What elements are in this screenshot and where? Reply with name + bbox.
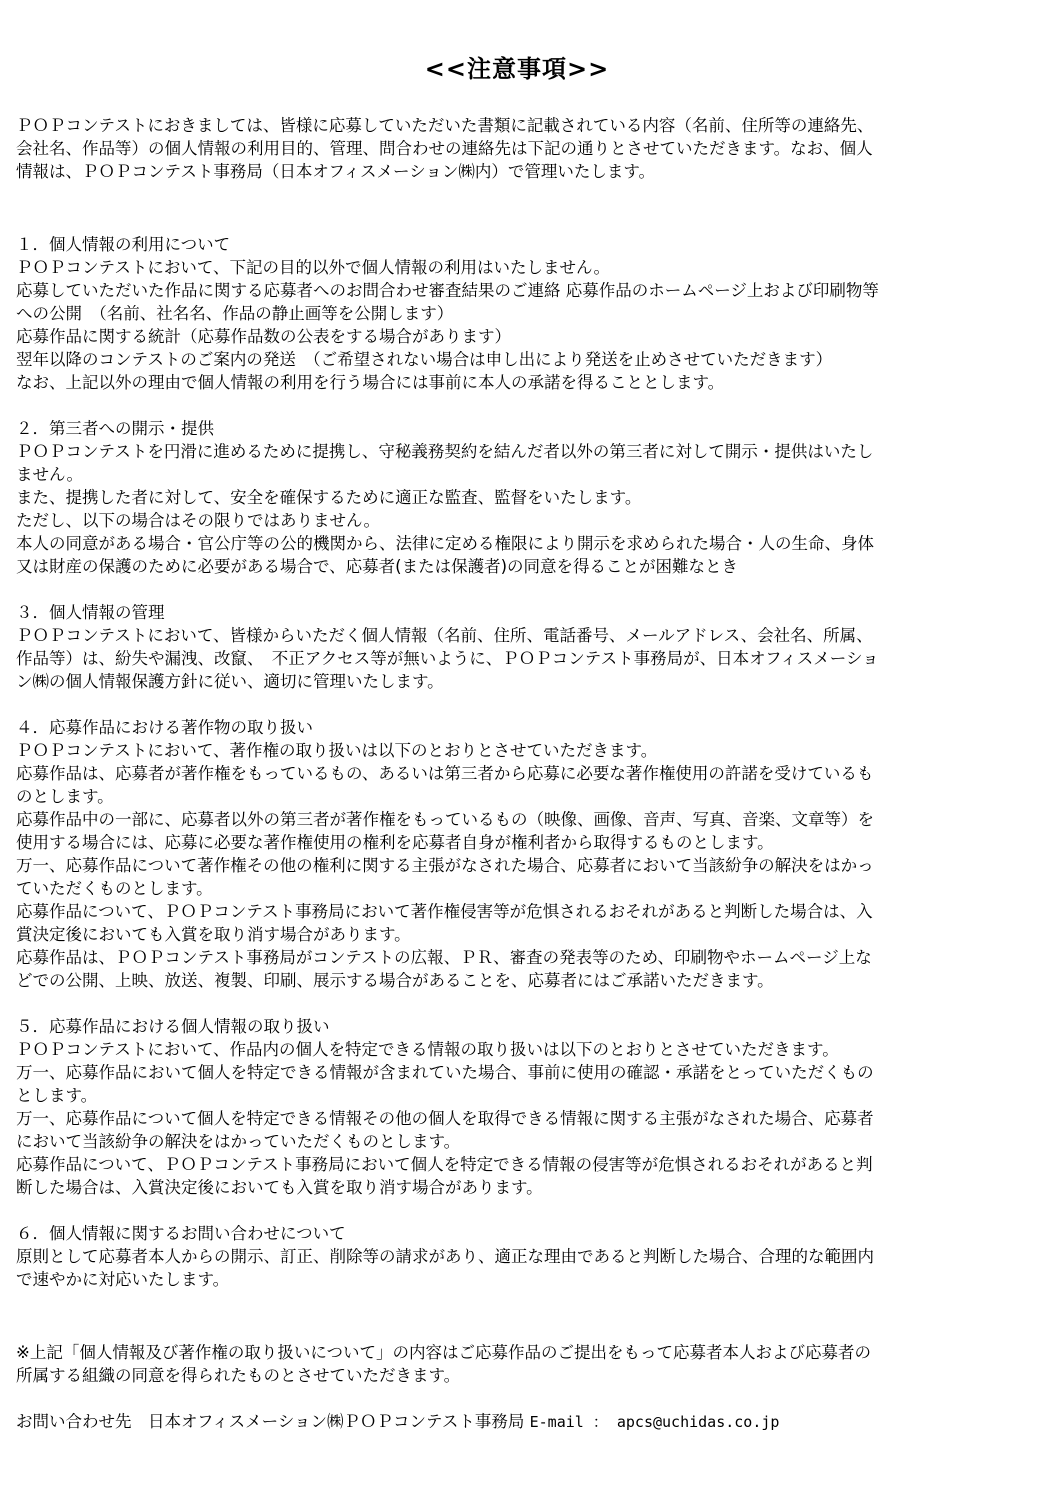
section-line: ていただくものとします。 [16, 879, 213, 898]
section-line: ＰＯＰコンテストにおいて、皆様からいただく個人情報（名前、住所、電話番号、メールアドレス、会社名、所属、 [16, 626, 873, 645]
section-line: 翌年以降のコンテストのご案内の発送 （ご希望されない場合は申し出により発送を止めさせていただきます） [16, 350, 833, 369]
section-line: ＰＯＰコンテストにおいて、下記の目的以外で個人情報の利用はいたしません。 [16, 258, 610, 277]
section-third-party [16, 417, 1018, 578]
section-line: 原則として応募者本人からの開示、訂正、削除等の請求があり、適正な理由であると判断した場合、合理的な範囲内 [16, 1247, 874, 1266]
intro-line: ＰＯＰコンテストにおきましては、皆様に応募していただいた書類に記載されている内容（名前、住所等の連絡先、 [16, 116, 874, 135]
section-line: 作品等）は、紛失や漏洩、改竄、 不正アクセス等が無いように、ＰＯＰコンテスト事務局が、日本オフィスメーショ [16, 649, 879, 668]
section-line: どでの公開、上映、放送、複製、印刷、展示する場合があることを、応募者にはご承諾いただきます。 [16, 971, 774, 990]
contact-email: E-mail ： apcs@uchidas.co.jp [529, 1413, 780, 1431]
section-line: 応募作品に関する統計（応募作品数の公表をする場合があります） [16, 327, 511, 346]
contact-line [16, 1410, 1018, 1434]
section-line: 応募作品中の一部に、応募者以外の第三者が著作権をもっているもの（映像、画像、音声、写真、音楽、文章等）を [16, 810, 874, 829]
intro-line: 情報は、ＰＯＰコンテスト事務局（日本オフィスメーション㈱内）で管理いたします。 [16, 162, 656, 181]
section-personal-info-in-works [16, 1015, 1018, 1199]
contact-label: お問い合わせ先 日本オフィスメーション㈱ＰＯＰコンテスト事務局 [16, 1412, 530, 1431]
section-line: 万一、応募作品について著作権その他の権利に関する主張がなされた場合、応募者において当該紛争の解決をはかっ [16, 856, 874, 875]
section-inquiries [16, 1222, 1018, 1291]
consent-note [16, 1341, 1018, 1387]
section-line: ン㈱の個人情報保護方針に従い、適切に管理いたします。 [16, 672, 444, 691]
section-line: なお、上記以外の理由で個人情報の利用を行う場合には事前に本人の承諾を得ることとします。 [16, 373, 725, 392]
section-line: 又は財産の保護のために必要がある場合で、応募者(または保護者)の同意を得ることが困難なとき [16, 557, 739, 576]
section-line: ＰＯＰコンテストを円滑に進めるために提携し、守秘義務契約を結んだ者以外の第三者に対して開示・提供はいたし [16, 442, 874, 461]
section-line: で速やかに対応いたします。 [16, 1270, 230, 1289]
section-heading: ５．応募作品における個人情報の取り扱い [16, 1017, 330, 1036]
section-line: 使用する場合には、応募に必要な著作権使用の権利を応募者自身が権利者から取得するものとします。 [16, 833, 774, 852]
section-heading: ３．個人情報の管理 [16, 603, 165, 622]
section-line: 賞決定後においても入賞を取り消す場合があります。 [16, 925, 411, 944]
section-line: 応募作品は、ＰＯＰコンテスト事務局がコンテストの広報、ＰＲ、審査の発表等のため、印刷物やホームページ上な [16, 948, 872, 967]
section-management [16, 601, 1018, 693]
section-line: 万一、応募作品について個人を特定できる情報その他の個人を取得できる情報に関する主張がなされた場合、応募者 [16, 1109, 874, 1128]
intro-line: 会社名、作品等）の個人情報の利用目的、管理、問合わせの連絡先は下記の通りとさせていただきます。なお、個人 [16, 139, 873, 158]
section-line: ません。 [16, 465, 83, 484]
note-line: ※上記「個人情報及び著作権の取り扱いについて」の内容はご応募作品のご提出をもって応募者本人および応募者の [16, 1343, 871, 1362]
section-copyright [16, 716, 1018, 992]
page-title: <<注意事項>> [424, 55, 610, 83]
section-line: 応募作品について、ＰＯＰコンテスト事務局において個人を特定できる情報の侵害等が危惧されるおそれがあると判 [16, 1155, 873, 1174]
section-line: 応募していただいた作品に関する応募者へのお問合わせ審査結果のご連絡 応募作品のホームページ上および印刷物等 [16, 281, 879, 300]
note-line: 所属する組織の同意を得られたものとさせていただきます。 [16, 1366, 461, 1385]
section-heading: １．個人情報の利用について [16, 235, 231, 254]
section-line: 断した場合は、入賞決定後においても入賞を取り消す場合があります。 [16, 1178, 543, 1197]
section-heading: ４．応募作品における著作物の取り扱い [16, 718, 313, 737]
intro-paragraph [16, 114, 1018, 183]
section-line: への公開 （名前、社名名、作品の静止画等を公開します） [16, 304, 454, 323]
section-line: とします。 [16, 1086, 98, 1105]
section-line: 万一、応募作品において個人を特定できる情報が含まれていた場合、事前に使用の確認・承諾をとっていただくもの [16, 1063, 874, 1082]
section-line: ＰＯＰコンテストにおいて、作品内の個人を特定できる情報の取り扱いは以下のとおりとさせていただきます。 [16, 1040, 839, 1059]
section-line: ＰＯＰコンテストにおいて、著作権の取り扱いは以下のとおりとさせていただきます。 [16, 741, 658, 760]
section-usage [16, 233, 1018, 394]
section-line: また、提携した者に対して、安全を確保するために適正な監査、監督をいたします。 [16, 488, 642, 507]
section-line: 本人の同意がある場合・官公庁等の公的機関から、法律に定める権限により開示を求められた場合・人の生命、身体 [16, 534, 874, 553]
section-line: ただし、以下の場合はその限りではありません。 [16, 511, 380, 530]
section-line: において当該紛争の解決をはかっていただくものとします。 [16, 1132, 461, 1151]
section-line: のとします。 [16, 787, 114, 806]
section-line: 応募作品は、応募者が著作権をもっているもの、あるいは第三者から応募に必要な著作権使用の許諾を受けているも [16, 764, 874, 783]
section-line: 応募作品について、ＰＯＰコンテスト事務局において著作権侵害等が危惧されるおそれがあると判断した場合は、入 [16, 902, 873, 921]
section-heading: ２．第三者への開示・提供 [16, 419, 214, 438]
section-heading: ６．個人情報に関するお問い合わせについて [16, 1224, 346, 1243]
